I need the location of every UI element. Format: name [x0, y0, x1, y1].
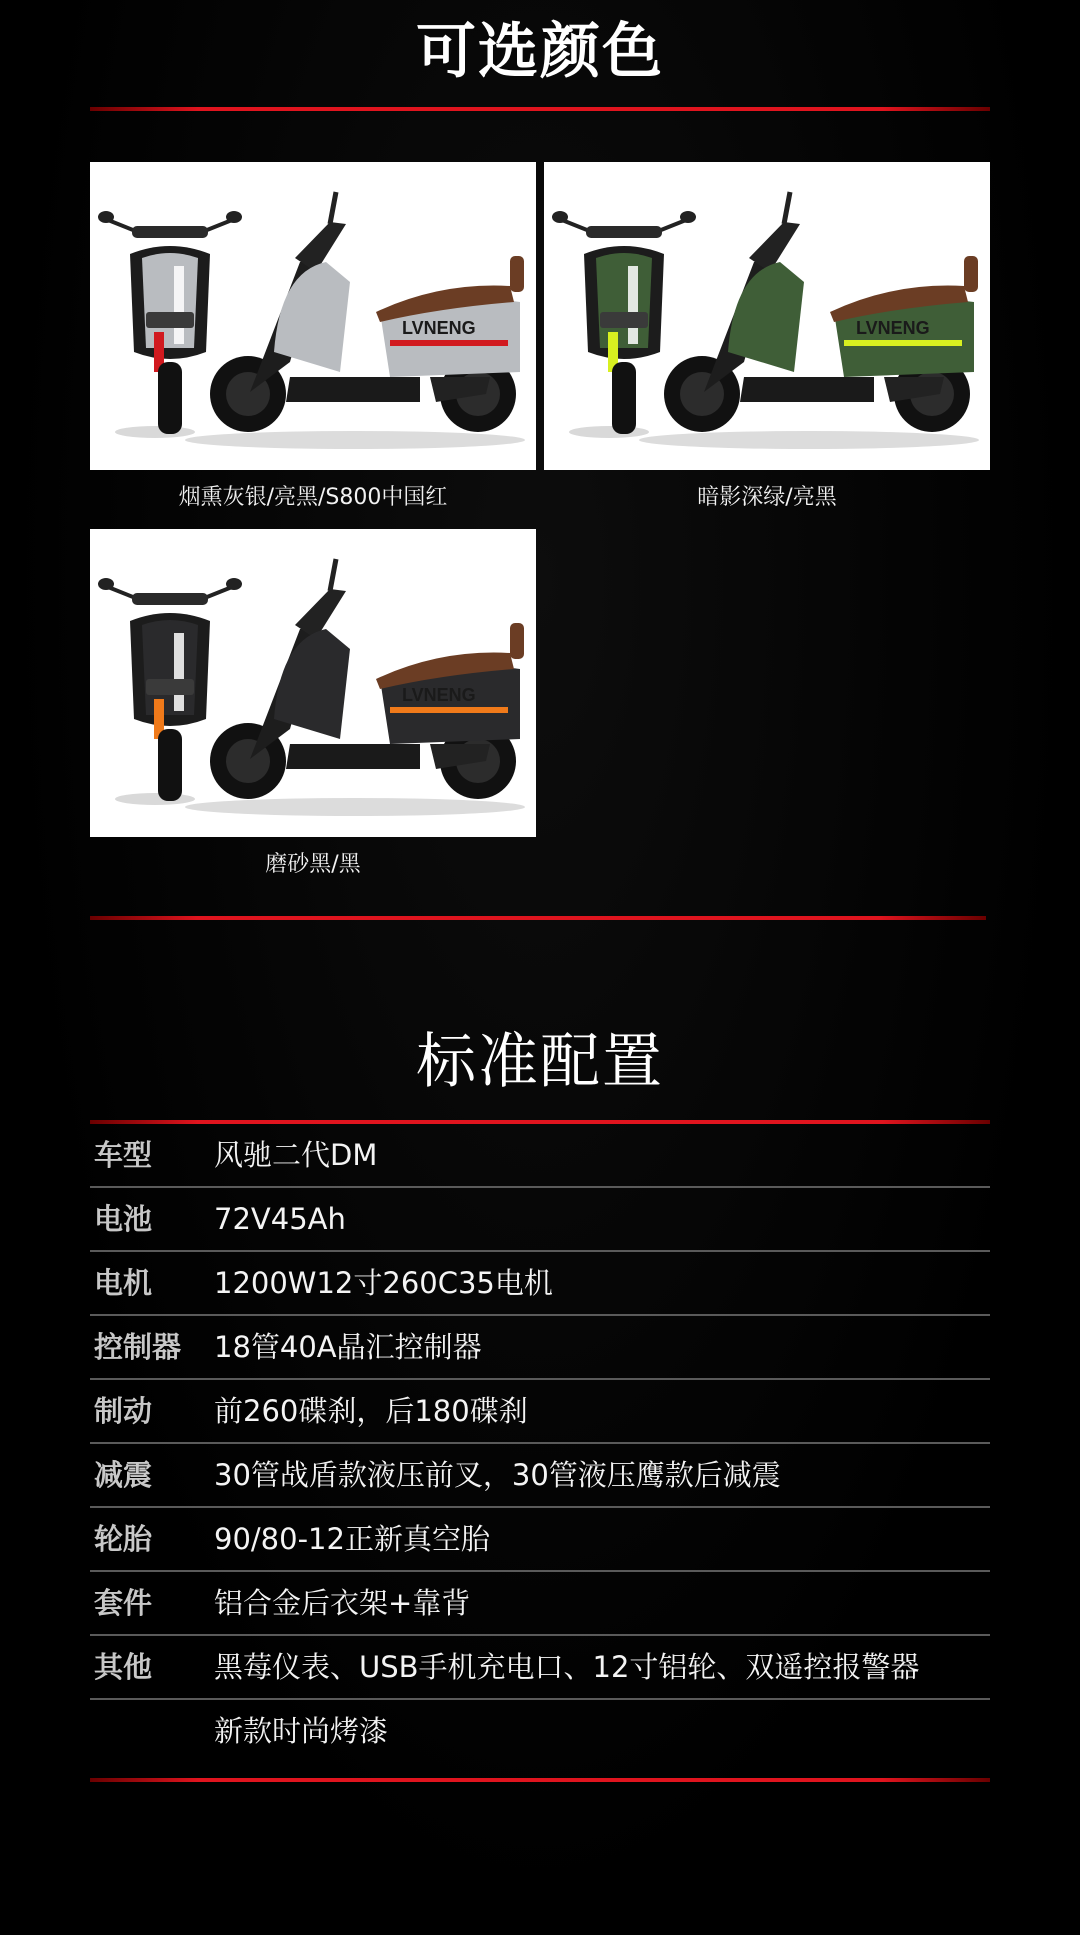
front-wheel: [612, 362, 636, 434]
handlebar: [132, 593, 208, 605]
ground-shadow: [185, 431, 525, 449]
spec-key: 轮胎: [94, 1522, 153, 1556]
spec-row: [90, 1316, 990, 1380]
color-swatch-label: 磨砂黑/黑: [265, 852, 361, 877]
spec-key: 控制器: [94, 1330, 182, 1364]
headlight: [600, 312, 648, 328]
brand-logo: LVNENG: [402, 318, 476, 338]
brand-logo: LVNENG: [402, 685, 476, 705]
spec-value: 1200W12寸260C35电机: [214, 1266, 553, 1300]
front-panel: [596, 253, 652, 348]
color-swatch-label: 烟熏灰银/亮黑/S800中国红: [178, 485, 448, 510]
spec-row: [90, 1380, 990, 1444]
spec-row: [90, 1444, 990, 1508]
front-wheel: [158, 729, 182, 801]
spec-value: 铝合金后衣架+靠背: [214, 1586, 471, 1620]
mirror-stem: [784, 192, 790, 224]
scooter-image: [544, 162, 990, 470]
front-stripe: [628, 266, 638, 344]
backrest: [964, 256, 978, 292]
side-accent: [390, 707, 508, 713]
spec-row: [90, 1636, 990, 1700]
mirror: [226, 578, 242, 590]
ground-shadow: [115, 793, 195, 805]
spec-value: 新款时尚烤漆: [214, 1714, 389, 1748]
front-panel: [142, 620, 198, 715]
mirror-stem: [330, 559, 336, 591]
spec-key: 减震: [94, 1458, 153, 1492]
scooter-image: [90, 162, 536, 470]
red-divider: [90, 107, 990, 111]
ground-shadow: [639, 431, 979, 449]
backrest: [510, 256, 524, 292]
spec-row: [90, 1700, 990, 1762]
side-accent: [844, 340, 962, 346]
mirror: [226, 211, 242, 223]
headlight: [146, 679, 194, 695]
spec-table: [90, 1124, 990, 1762]
handlebar: [586, 226, 662, 238]
spec-key: 制动: [94, 1394, 153, 1428]
ground-shadow: [115, 426, 195, 438]
spec-value: 18管40A晶汇控制器: [214, 1330, 482, 1364]
headlight: [146, 312, 194, 328]
spec-value: 90/80-12正新真空胎: [214, 1522, 490, 1556]
mirror: [680, 211, 696, 223]
handlebar: [132, 226, 208, 238]
spec-value: 前260碟刹，后180碟刹: [214, 1394, 528, 1428]
footboard: [286, 744, 420, 769]
config-section-title: 标准配置: [416, 1027, 664, 1097]
red-divider: [90, 916, 986, 920]
spec-row: [90, 1188, 990, 1252]
brand-logo: LVNENG: [856, 318, 930, 338]
mirror: [552, 211, 568, 223]
colors-section-title: 可选颜色: [416, 17, 664, 87]
spec-key: 电机: [94, 1266, 153, 1300]
front-wheel: [158, 362, 182, 434]
mirror-stem: [330, 192, 336, 224]
mirror: [98, 578, 114, 590]
spec-key: 车型: [94, 1138, 153, 1172]
backrest: [510, 623, 524, 659]
spec-value: 30管战盾款液压前叉，30管液压鹰款后减震: [214, 1458, 781, 1492]
spec-key: 其他: [94, 1650, 153, 1684]
spec-value: 风驰二代DM: [214, 1138, 378, 1172]
spec-value: 黑莓仪表、USB手机充电口、12寸铝轮、双遥控报警器: [214, 1650, 920, 1684]
spec-value: 72V45Ah: [214, 1202, 346, 1236]
spec-row: [90, 1508, 990, 1572]
side-accent: [390, 340, 508, 346]
color-swatch-label: 暗影深绿/亮黑: [697, 485, 837, 510]
footboard: [740, 377, 874, 402]
spec-key: 套件: [94, 1586, 153, 1620]
front-stripe: [174, 266, 184, 344]
mirror: [98, 211, 114, 223]
red-divider: [90, 1778, 990, 1782]
ground-shadow: [569, 426, 649, 438]
spec-row: [90, 1572, 990, 1636]
spec-row: [90, 1124, 990, 1188]
scooter-image: [90, 529, 536, 837]
ground-shadow: [185, 798, 525, 816]
spec-key: 电池: [94, 1202, 153, 1236]
front-panel: [142, 253, 198, 348]
footboard: [286, 377, 420, 402]
spec-row: [90, 1252, 990, 1316]
front-stripe: [174, 633, 184, 711]
